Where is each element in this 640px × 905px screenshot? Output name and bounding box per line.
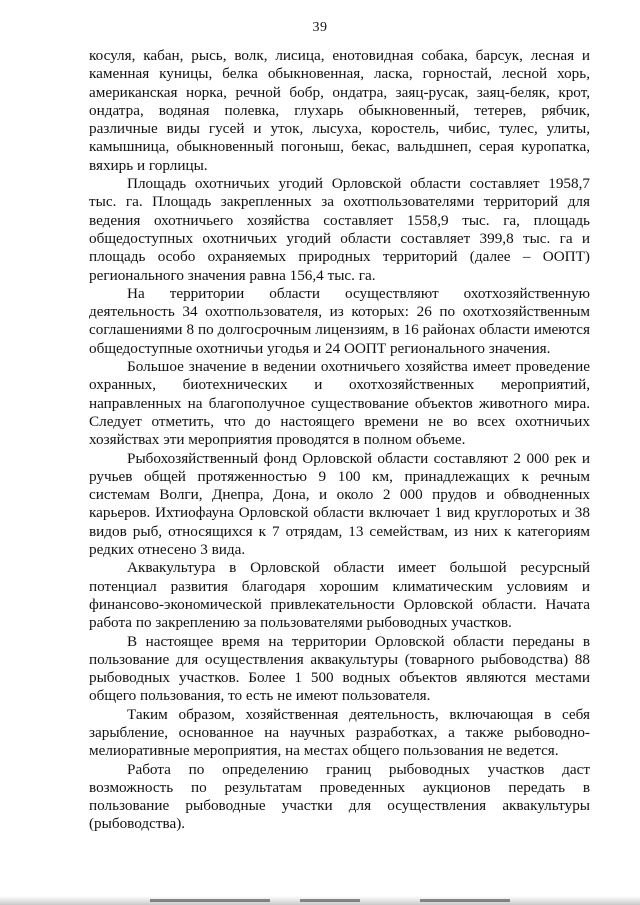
paragraph-aquaculture-plots: В настоящее время на территории Орловской области переданы в пользование для осуществления аквакультуры (товарного рыбоводства) 88 рыбоводных участков. Более 1 500 водных объектов являются местами общего пользования, то есть не имеют пользователя. [89,632,590,705]
body-text [89,47,590,834]
paragraph-hunting-measures: Большое значение в ведении охотничьего хозяйства имеет проведение охранных, биотехнических и охотхозяйственных мероприятий, направленных на благополучное существование объектов животного мира. Следует отметить, что до настоящего времени не во всех охотничьих хозяйствах эти мероприятия проводятся в полном объеме. [89,358,590,449]
paragraph-aquaculture-potential: Аквакультура в Орловской области имеет большой ресурсный потенциал развития благодаря хорошим климатическим условиям и финансово-экономической привлекательности Орловской области. Начата работа по закреплению за пользователями рыбоводных участков. [89,559,590,632]
paragraph-economic-activity: Таким образом, хозяйственная деятельность, включающая в себя зарыбление, основанное на научных разработках, а также рыбоводно-мелиоративные мероприятия, на местах общего пользования не ведется. [89,705,590,760]
page-number: 39 [312,20,328,35]
scan-artifact [420,899,510,902]
paragraph-species-list: косуля, кабан, рысь, волк, лисица, енотовидная собака, барсук, лесная и каменная куницы, белка обыкновенная, ласка, горностай, лесной хорь, американская норка, речной бобр, ондатра, заяц-русак, заяц-беляк, крот, ондатра, водяная полевка, глухарь обыкновенный, тетерев, рябчик, различные виды гусей и уток, лысуха, коростель, чибис, тулес, улиты, камышница, обыкновенный погоныш, бекас, вальдшнеп, серая куропатка, вяхирь и горлицы. [89,47,590,174]
paragraph-hunting-users: На территории области осуществляют охотхозяйственную деятельность 34 охотпользователя, из которых: 26 по охотхозяйственным соглашениями 8 по долгосрочным лицензиям, в 16 районах области имеются общедоступные охотничьи угодья и 24 ООПТ регионального значения. [89,284,590,357]
paragraph-hunting-area: Площадь охотничьих угодий Орловской области составляет 1958,7 тыс. га. Площадь закрепленных за охотпользователями территорий для ведения охотничьего хозяйства составляет 1558,9 тыс. га, площадь общедоступных охотничьих угодий области составляет 399,8 тыс. га и площадь особо охраняемых природных территорий (далее – ООПТ) регионального значения равна 156,4 тыс. га. [89,175,590,284]
scan-artifact [150,899,270,902]
scan-artifact [300,899,360,902]
paragraph-fishery-fund: Рыбохозяйственный фонд Орловской области составляют 2 000 рек и ручьев общей протяженностью 9 100 км, принадлежащих к речным системам Волги, Днепра, Дона, и около 2 000 прудов и обводненных карьеров. Ихтиофауна Орловской области включает 1 вид круглоротых и 38 видов рыб, относящихся к 7 отрядам, 13 семействам, из них к категориям редких отнесено 3 вида. [89,449,590,559]
paragraph-boundary-work: Работа по определению границ рыбоводных участков даст возможность по результатам проведенных аукционов передать в пользование рыбоводные участки для осуществления аквакультуры (рыбоводства). [89,760,590,833]
